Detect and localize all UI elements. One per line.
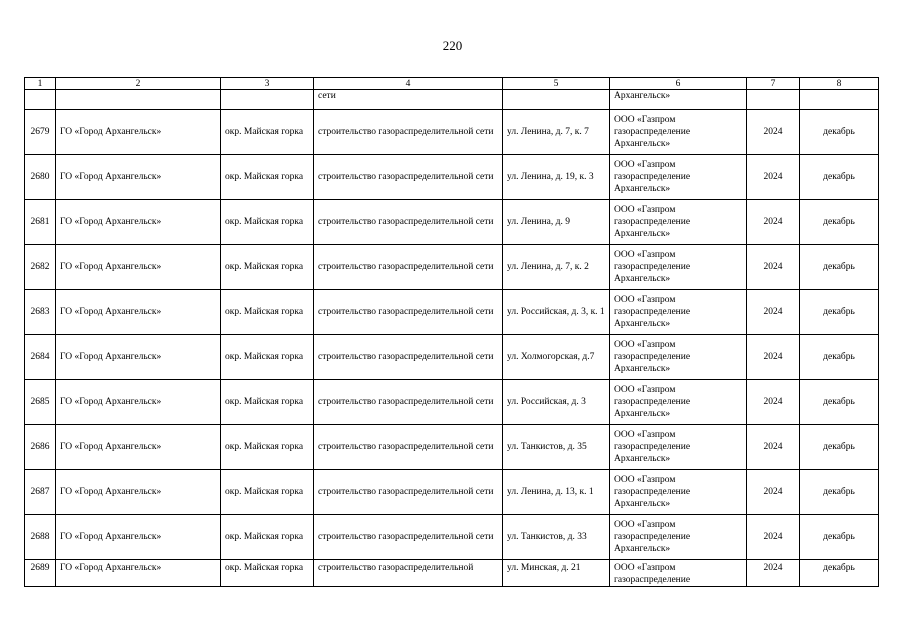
address-cell: ул. Ленина, д. 7, к. 2 xyxy=(503,245,610,290)
column-header: 3 xyxy=(221,78,314,90)
work-cell: строительство газораспределительной сети xyxy=(314,470,503,515)
column-header: 1 xyxy=(25,78,56,90)
table-row xyxy=(25,200,879,245)
column-header: 4 xyxy=(314,78,503,90)
org-cell: ООО «Газпром газораспределение Архангельск» xyxy=(610,425,747,470)
column-header: 7 xyxy=(747,78,800,90)
district-cell: окр. Майская горка xyxy=(221,515,314,560)
org-cell: ООО «Газпром газораспределение Архангельск» xyxy=(610,380,747,425)
district-cell: окр. Майская горка xyxy=(221,380,314,425)
work-cell: строительство газораспределительной сети xyxy=(314,110,503,155)
org-cell: ООО «Газпром газораспределение Архангельск» xyxy=(610,245,747,290)
year-cell: 2024 xyxy=(747,155,800,200)
month-cell: декабрь xyxy=(800,470,879,515)
work-cell: строительство газораспределительной сети xyxy=(314,425,503,470)
table-row xyxy=(25,245,879,290)
table-row xyxy=(25,290,879,335)
column-header: 2 xyxy=(56,78,221,90)
address-cell: ул. Танкистов, д. 35 xyxy=(503,425,610,470)
work-cell: строительство газораспределительной сети xyxy=(314,380,503,425)
district-cell: окр. Майская горка xyxy=(221,560,314,587)
work-cell: строительство газораспределительной сети xyxy=(314,200,503,245)
column-number-row xyxy=(25,78,879,90)
work-cell: строительство газораспределительной сети xyxy=(314,290,503,335)
month-cell: декабрь xyxy=(800,380,879,425)
work-cell: строительство газораспределительной сети xyxy=(314,155,503,200)
column-header: 6 xyxy=(610,78,747,90)
page-number: 220 xyxy=(442,38,463,53)
year-cell: 2024 xyxy=(747,470,800,515)
district-cell: окр. Майская горка xyxy=(221,470,314,515)
year-cell: 2024 xyxy=(747,200,800,245)
district-cell: окр. Майская горка xyxy=(221,200,314,245)
district-cell: окр. Майская горка xyxy=(221,110,314,155)
month-cell: декабрь xyxy=(800,245,879,290)
month-cell: декабрь xyxy=(800,425,879,470)
continuation-row xyxy=(25,90,879,110)
row-number-cell: 2687 xyxy=(25,470,56,515)
year-cell: 2024 xyxy=(747,110,800,155)
month-cell: декабрь xyxy=(800,560,879,587)
address-cell: ул. Ленина, д. 9 xyxy=(503,200,610,245)
municipality-cell: ГО «Город Архангельск» xyxy=(56,560,221,587)
table-row xyxy=(25,515,879,560)
year-cell: 2024 xyxy=(747,335,800,380)
org-cell: ООО «Газпром газораспределение Архангельск» xyxy=(610,155,747,200)
district-cell: окр. Майская горка xyxy=(221,425,314,470)
address-cell: ул. Российская, д. 3 xyxy=(503,380,610,425)
municipality-cell: ГО «Город Архангельск» xyxy=(56,110,221,155)
address-cell: ул. Ленина, д. 13, к. 1 xyxy=(503,470,610,515)
district-cell: окр. Майская горка xyxy=(221,290,314,335)
year-cell: 2024 xyxy=(747,290,800,335)
row-number-cell: 2688 xyxy=(25,515,56,560)
district-cell: окр. Майская горка xyxy=(221,155,314,200)
registry-table xyxy=(24,77,879,587)
address-cell: ул. Минская, д. 21 xyxy=(503,560,610,587)
municipality-cell: ГО «Город Архангельск» xyxy=(56,155,221,200)
year-cell: 2024 xyxy=(747,380,800,425)
work-cell: строительство газораспределительной сети xyxy=(314,515,503,560)
municipality-cell: ГО «Город Архангельск» xyxy=(56,335,221,380)
work-cell: строительство газораспределительной сети xyxy=(314,245,503,290)
column-header: 5 xyxy=(503,78,610,90)
year-cell: 2024 xyxy=(747,245,800,290)
address-cell: ул. Ленина, д. 19, к. 3 xyxy=(503,155,610,200)
row-number-cell: 2683 xyxy=(25,290,56,335)
org-cell: ООО «Газпром газораспределение Архангельск» xyxy=(610,335,747,380)
org-cell: ООО «Газпром газораспределение Архангельск» xyxy=(610,290,747,335)
month-cell: декабрь xyxy=(800,335,879,380)
month-cell: декабрь xyxy=(800,515,879,560)
address-cell: ул. Холмогорская, д.7 xyxy=(503,335,610,380)
table-row xyxy=(25,155,879,200)
address-cell: ул. Танкистов, д. 33 xyxy=(503,515,610,560)
district-cell: окр. Майская горка xyxy=(221,245,314,290)
year-cell: 2024 xyxy=(747,515,800,560)
municipality-cell: ГО «Город Архангельск» xyxy=(56,245,221,290)
org-cell: ООО «Газпром газораспределение xyxy=(610,560,747,587)
row-number-cell: 2685 xyxy=(25,380,56,425)
month-cell: декабрь xyxy=(800,110,879,155)
year-cell: 2024 xyxy=(747,425,800,470)
row-number-cell: 2681 xyxy=(25,200,56,245)
district-cell: окр. Майская горка xyxy=(221,335,314,380)
municipality-cell: ГО «Город Архангельск» xyxy=(56,425,221,470)
work-cell: строительство газораспределительной сети xyxy=(314,335,503,380)
table-row xyxy=(25,380,879,425)
row-number-cell: 2684 xyxy=(25,335,56,380)
org-cell: ООО «Газпром газораспределение Архангельск» xyxy=(610,110,747,155)
row-number-cell: 2679 xyxy=(25,110,56,155)
month-cell: декабрь xyxy=(800,155,879,200)
municipality-cell: ГО «Город Архангельск» xyxy=(56,290,221,335)
work-cell: сети xyxy=(314,90,503,110)
municipality-cell: ГО «Город Архангельск» xyxy=(56,470,221,515)
table-row xyxy=(25,560,879,587)
work-cell: строительство газораспределительной xyxy=(314,560,503,587)
column-header: 8 xyxy=(800,78,879,90)
row-number-cell: 2680 xyxy=(25,155,56,200)
row-number-cell: 2682 xyxy=(25,245,56,290)
org-cell: ООО «Газпром газораспределение Архангельск» xyxy=(610,470,747,515)
year-cell: 2024 xyxy=(747,560,800,587)
org-cell: Архангельск» xyxy=(610,90,747,110)
address-cell: ул. Российская, д. 3, к. 1 xyxy=(503,290,610,335)
table-row xyxy=(25,470,879,515)
table-row xyxy=(25,335,879,380)
address-cell: ул. Ленина, д. 7, к. 7 xyxy=(503,110,610,155)
row-number-cell: 2686 xyxy=(25,425,56,470)
municipality-cell: ГО «Город Архангельск» xyxy=(56,515,221,560)
row-number-cell: 2689 xyxy=(25,560,56,587)
org-cell: ООО «Газпром газораспределение Архангельск» xyxy=(610,200,747,245)
municipality-cell: ГО «Город Архангельск» xyxy=(56,380,221,425)
municipality-cell: ГО «Город Архангельск» xyxy=(56,200,221,245)
month-cell: декабрь xyxy=(800,200,879,245)
month-cell: декабрь xyxy=(800,290,879,335)
table-row xyxy=(25,425,879,470)
table-row xyxy=(25,110,879,155)
org-cell: ООО «Газпром газораспределение Архангельск» xyxy=(610,515,747,560)
